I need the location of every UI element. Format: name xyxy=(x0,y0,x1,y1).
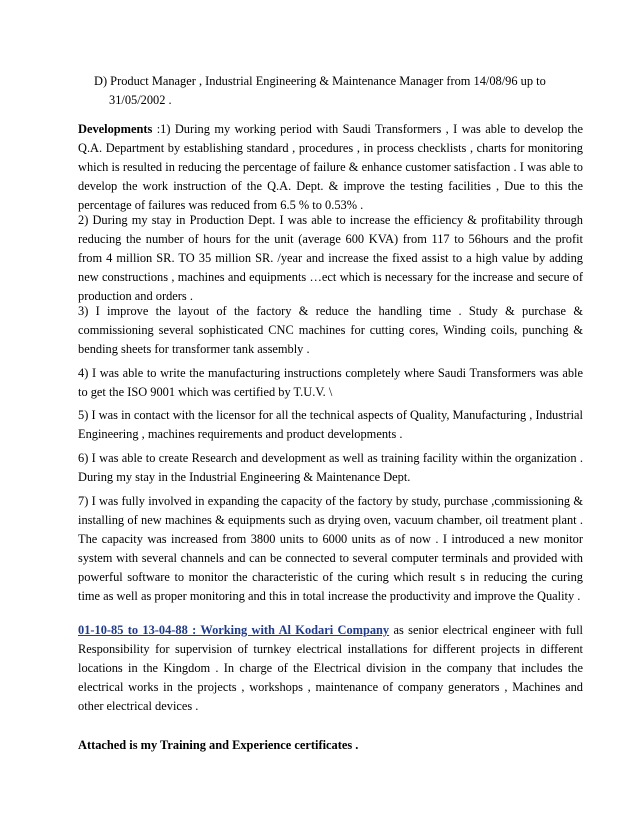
achievement-6: 6) I was able to create Research and development as well as training facility within the organization . During my stay in the Industrial Engineering & Maintenance Dept. xyxy=(78,451,583,484)
kodari-company-link[interactable]: 01-10-85 to 13-04-88 : Working with Al Kodari Company xyxy=(78,623,390,637)
kodari-paragraph xyxy=(78,621,583,716)
position-heading-dates: 31/05/2002 . xyxy=(109,93,172,107)
achievement-3: 3) I improve the layout of the factory & reduce the handling time . Study & purchase & commissioning several sophisticated CNC machines for cutting cores, Winding coils, punching & bending sheets for transformer tank assembly . xyxy=(78,304,583,356)
achievement-7: 7) I was fully involved in expanding the capacity of the factory by study, purchase ,commissioning & installing of new machines & equipments such as drying oven, vacuum chamber, oil treatment plant . The capacity was increased from 3800 units to 6000 units as of now . I introduced a new monitor system with several channels and can be connected to several computer terminals and provided with powerful software to monitor the characteristic of the curing which result s in reducing the curing time as well as proper monitoring and this in total increase the productivity and improve the Quality . xyxy=(78,494,583,603)
achievement-5: 5) I was in contact with the licensor for all the technical aspects of Quality, Manufacturing , Industrial Engineering , machines requirements and product developments . xyxy=(78,408,583,441)
closing-line: Attached is my Training and Experience certificates . xyxy=(78,738,359,752)
achievement-4: 4) I was able to write the manufacturing instructions completely where Saudi Transformers was able to get the ISO 9001 which was certified by T.U.V. \ xyxy=(78,366,583,399)
developments-paragraph xyxy=(78,120,583,215)
position-heading xyxy=(94,72,583,110)
achievement-2: 2) During my stay in Production Dept. I was able to increase the efficiency & profitability through reducing the number of hours for the unit (average 600 KVA) from 117 to 56hours and the profit from 4 million SR. TO 35 million SR. /year and increase the fixed assist to a high value by adding new constructions , machines and equipments …ect which is necessary for the increase and secure of production and orders . xyxy=(78,213,583,303)
position-heading-line: D) Product Manager , Industrial Engineering & Maintenance Manager from 14/08/96 up to xyxy=(94,74,546,88)
developments-label: Developments xyxy=(78,122,153,136)
developments-text: :1) During my working period with Saudi Transformers , I was able to develop the Q.A. Department by establishing standard , procedures , in process checklists , charts for monitoring which is resulted in reducing the percentage of failure & enhance customer satisfaction . I was able to develop the work instruction of the Q.A. Dept. & improve the testing facilities , Due to this the percentage of failures was reduced from 6.5 % to 0.53% . xyxy=(78,122,583,212)
kodari-text: as senior electrical engineer with full Responsibility for supervision of turnkey electrical installations for different projects in different locations in the Kingdom . In charge of the Electrical division in the company that includes the electrical works in the projects , workshops , maintenance of company generators , Machines and other electrical devices . xyxy=(78,623,583,713)
